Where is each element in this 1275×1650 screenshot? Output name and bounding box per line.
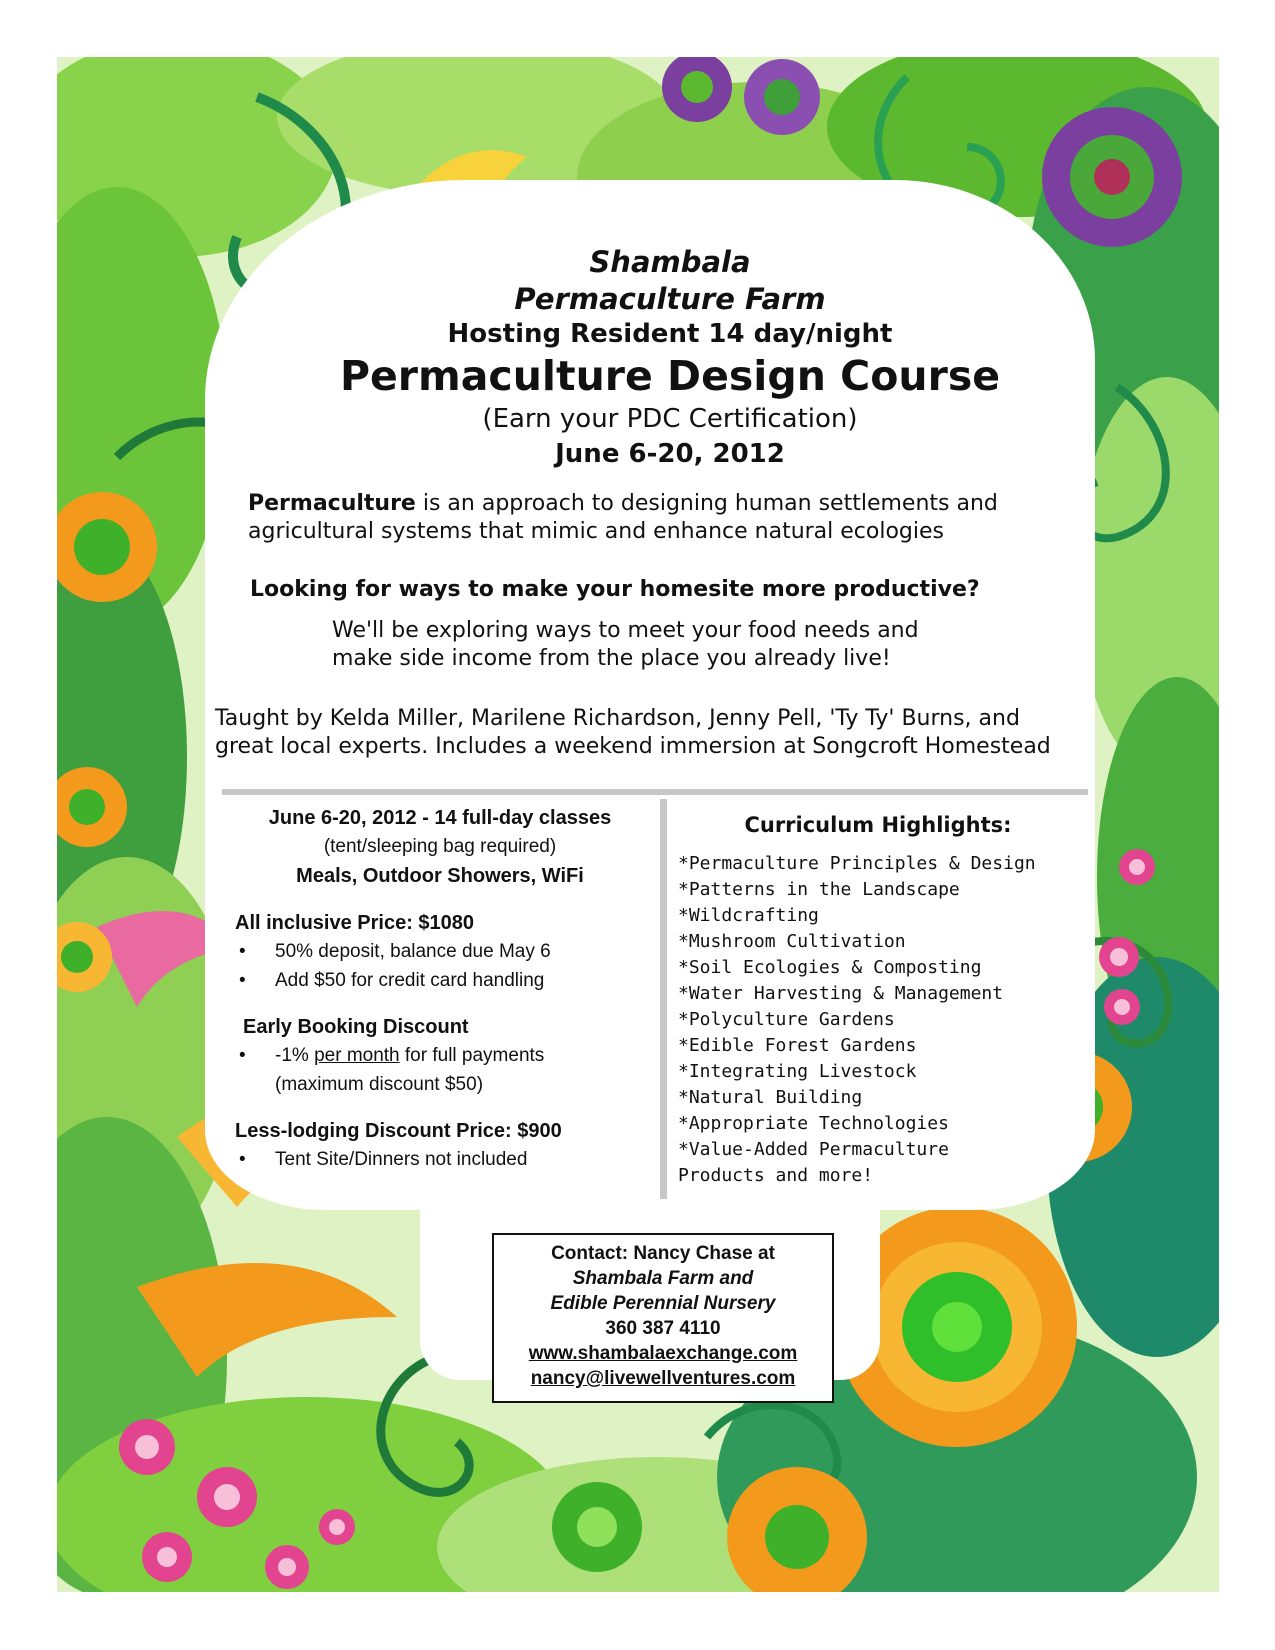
teachers-line2: great local experts. Includes a weekend immersion at Songcroft Homestead (215, 734, 1051, 759)
homesite-question: Looking for ways to make your homesite more productive? (250, 577, 980, 602)
farm-name-line1: Shambala (589, 245, 751, 279)
curriculum-item: Products and more! (678, 1165, 874, 1186)
details-heading: June 6-20, 2012 - 14 full-day classes (268, 807, 612, 829)
bullet: • (239, 1045, 246, 1066)
teachers-line1: Taught by Kelda Miller, Marilene Richardson, Jenny Pell, 'Ty Ty' Burns, and (215, 706, 1020, 731)
less-heading: Less-lodging Discount Price: $900 (235, 1120, 562, 1142)
hosting-line: Hosting Resident 14 day/night (447, 319, 893, 349)
curriculum-item: *Patterns in the Landscape (678, 879, 960, 900)
curriculum-item: *Mushroom Cultivation (678, 931, 906, 952)
curriculum-item: *Soil Ecologies & Composting (678, 957, 982, 978)
curriculum-item: *Polyculture Gardens (678, 1009, 895, 1030)
early-heading: Early Booking Discount (243, 1016, 469, 1038)
website-link[interactable]: www.shambalaexchange.com (528, 1343, 798, 1364)
farm-name-line2: Permaculture Farm (514, 282, 826, 316)
horizontal-divider (222, 789, 1088, 795)
early-item: • -1% per month for full payments (235, 1041, 645, 1070)
definition-text: is an approach to designing human settlements and agricultural systems that mimic and enhance natural ecologies (248, 491, 998, 544)
curriculum-item: *Wildcrafting (678, 905, 819, 926)
price-item: • 50% deposit, balance due May 6 (235, 937, 645, 966)
teachers-text (215, 705, 1115, 761)
curriculum-item: *Water Harvesting & Management (678, 983, 1004, 1004)
curriculum-item: *Value-Added Permaculture (678, 1139, 949, 1160)
explore-text (332, 617, 1032, 673)
contact-phone: 360 387 4110 (605, 1318, 721, 1339)
contact-line2: Shambala Farm and (572, 1268, 754, 1289)
bullet: • (239, 970, 246, 991)
curriculum-item: *Integrating Livestock (678, 1061, 917, 1082)
bullet: • (239, 1149, 246, 1170)
contact-box (492, 1233, 834, 1403)
price-heading: All inclusive Price: $1080 (235, 912, 475, 934)
curriculum-heading: Curriculum Highlights: (744, 813, 1012, 837)
curriculum-item: *Natural Building (678, 1087, 863, 1108)
bullet: • (239, 941, 246, 962)
curriculum-column (678, 813, 1078, 1189)
permaculture-bold: Permaculture (248, 491, 416, 516)
curriculum-item: *Edible Forest Gardens (678, 1035, 917, 1056)
contact-line3: Edible Perennial Nursery (550, 1293, 776, 1314)
explore-line1: We'll be exploring ways to meet your food needs and (332, 618, 919, 643)
permaculture-definition (248, 490, 1068, 546)
amenities: Meals, Outdoor Showers, WiFi (296, 865, 584, 887)
vertical-divider (660, 799, 667, 1199)
details-column (235, 803, 645, 1174)
price-item: • Add $50 for credit card handling (235, 966, 645, 995)
course-dates: June 6-20, 2012 (555, 439, 785, 469)
certification-line: (Earn your PDC Certification) (482, 404, 858, 434)
curriculum-item: *Permaculture Principles & Design (678, 853, 1036, 874)
curriculum-item: *Appropriate Technologies (678, 1113, 949, 1134)
contact-line1: Contact: Nancy Chase at (551, 1243, 775, 1264)
details-sub: (tent/sleeping bag required) (323, 836, 557, 857)
less-item: • Tent Site/Dinners not included (235, 1145, 645, 1174)
course-title: Permaculture Design Course (339, 352, 1001, 400)
early-item-cont: (maximum discount $50) (275, 1074, 484, 1095)
email-link[interactable]: nancy@livewellventures.com (530, 1368, 796, 1389)
explore-line2: make side income from the place you already live! (332, 646, 891, 671)
